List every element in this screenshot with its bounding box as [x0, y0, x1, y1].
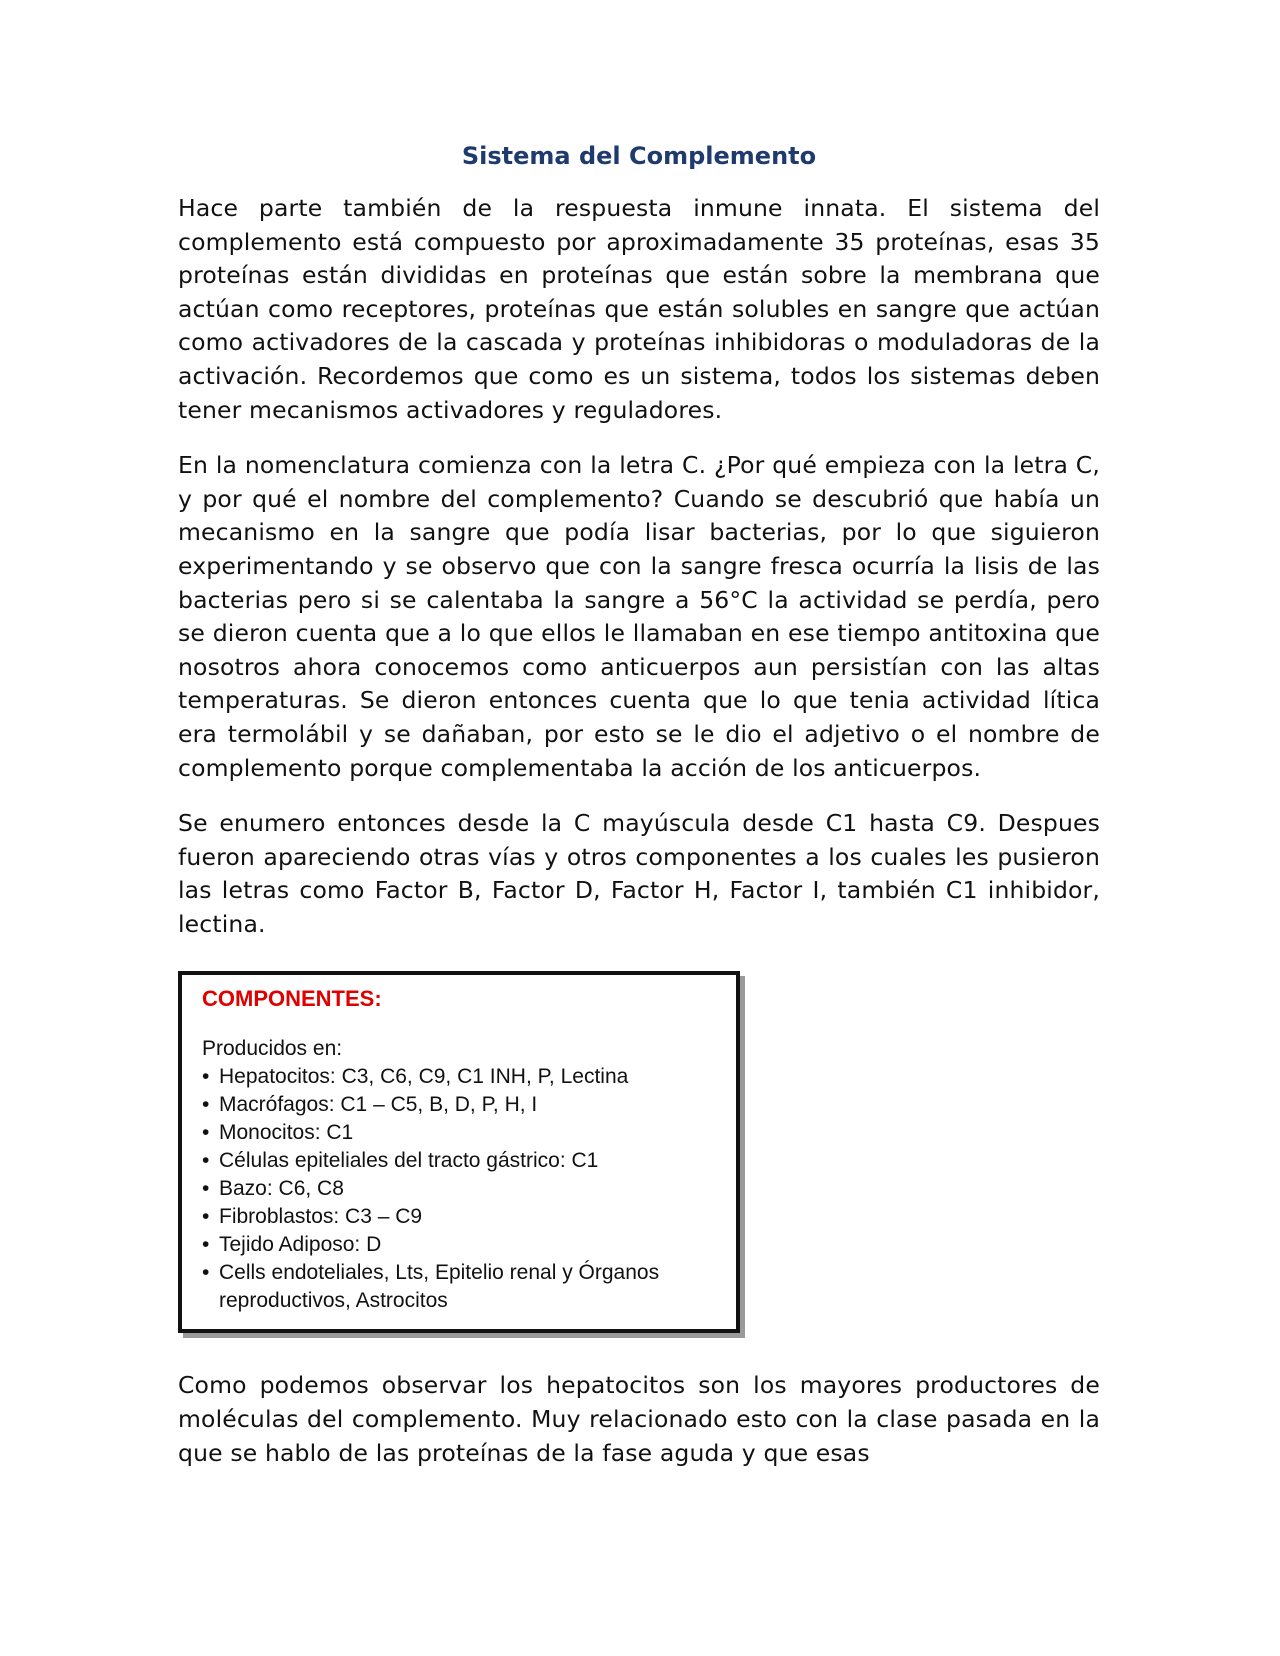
- document-title: Sistema del Complemento: [461, 142, 817, 170]
- bullet-icon: •: [202, 1177, 210, 1201]
- list-item-text: Fibroblastos: C3 – C9: [219, 1205, 423, 1229]
- bullet-icon: •: [202, 1093, 210, 1117]
- components-figure: [178, 971, 740, 1333]
- list-item: [202, 1175, 718, 1203]
- paragraph-enumeration: Se enumero entonces desde la C mayúscula desde C1 hasta C9. Despues fueron apareciendo otras vías y otros componentes a los cuales les pusieron las letras como Factor B, Factor D, Factor H, Factor I, también C1 inhibidor, lectina.: [178, 809, 1100, 938]
- list-item: [202, 1063, 718, 1091]
- paragraph-nomenclature: En la nomenclatura comienza con la letra C. ¿Por qué empieza con la letra C, y por qué el nombre del complemento? Cuando se descubrió que había un mecanismo en la sangre que podía lisar bacterias, por lo que siguieron experimentando y se observo que con la sangre fresca ocurría la lisis de las bacterias pero si se calentaba la sangre a 56°C la actividad se perdía, pero se dieron cuenta que a lo que ellos le llamaban en ese tiempo antitoxina que nosotros ahora conocemos como anticuerpos aun persistían con las altas temperaturas. Se dieron entonces cuenta que lo que tenia actividad lítica era termolábil y se dañaban, por esto se le dio el adjetivo o el nombre de complemento porque complementaba la acción de los anticuerpos.: [178, 451, 1100, 782]
- paragraph-conclusion: Como podemos observar los hepatocitos son los mayores productores de moléculas del complemento. Muy relacionado esto con la clase pasada en la que se hablo de las proteínas de la fase aguda y que esas: [178, 1371, 1100, 1467]
- list-item: [202, 1091, 718, 1119]
- list-item: [202, 1231, 718, 1259]
- list-item: [202, 1259, 718, 1315]
- list-item: [202, 1119, 718, 1147]
- list-item-text: Monocitos: C1: [219, 1121, 354, 1145]
- components-heading: COMPONENTES:: [202, 986, 382, 1012]
- list-item-text: Células epiteliales del tracto gástrico: C1: [219, 1149, 599, 1173]
- components-list: [202, 1063, 718, 1315]
- bullet-icon: •: [202, 1149, 210, 1173]
- list-item-text: Bazo: C6, C8: [219, 1177, 344, 1201]
- list-item: [202, 1147, 718, 1175]
- list-item: [202, 1203, 718, 1231]
- list-item-text: Macrófagos: C1 – C5, B, D, P, H, I: [219, 1093, 538, 1117]
- bullet-icon: •: [202, 1121, 210, 1145]
- bullet-icon: •: [202, 1065, 210, 1089]
- bullet-icon: •: [202, 1261, 210, 1285]
- document-content: [178, 140, 1100, 1492]
- list-item-text: Cells endoteliales, Lts, Epitelio renal y Órganos reproductivos, Astrocitos: [219, 1261, 660, 1313]
- bullet-icon: •: [202, 1233, 210, 1257]
- components-subheading: Producidos en:: [202, 1037, 343, 1061]
- list-item-text: Hepatocitos: C3, C6, C9, C1 INH, P, Lectina: [219, 1065, 629, 1089]
- paragraph-intro: Hace parte también de la respuesta inmune innata. El sistema del complemento está compuesto por aproximadamente 35 proteínas, esas 35 proteínas están divididas en proteínas que están sobre la membrana que actúan como receptores, proteínas que están solubles en sangre que actúan como activadores de la cascada y proteínas inhibidoras o moduladoras de la activación. Recordemos que como es un sistema, todos los sistemas deben tener mecanismos activadores y reguladores.: [178, 194, 1100, 424]
- bullet-icon: •: [202, 1205, 210, 1229]
- list-item-text: Tejido Adiposo: D: [219, 1233, 382, 1257]
